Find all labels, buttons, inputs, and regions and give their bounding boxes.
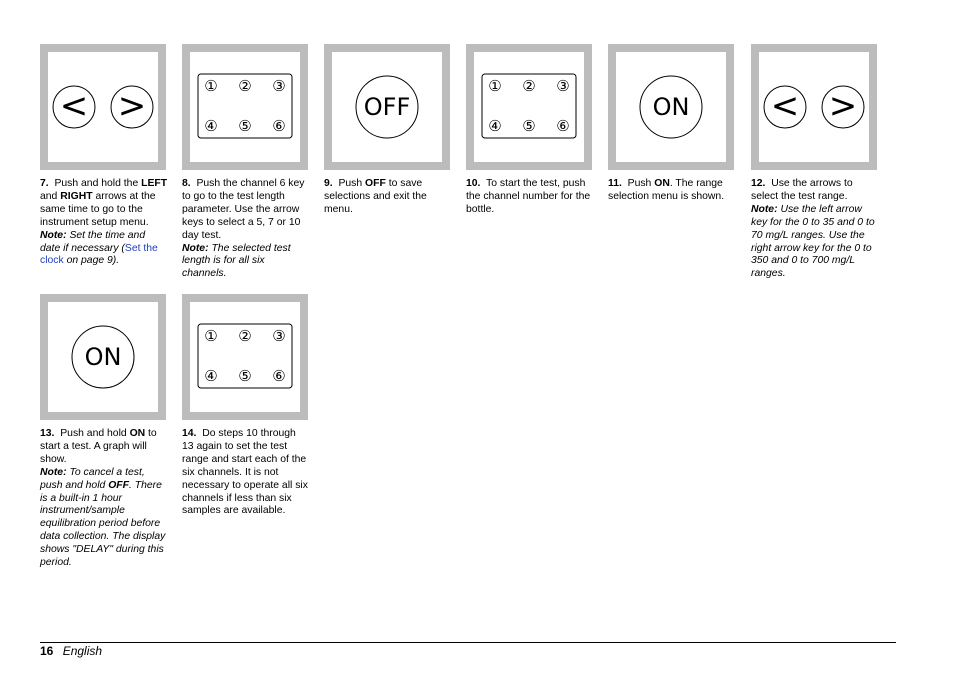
step-instruction: [324, 178, 452, 217]
step-text: [751, 178, 879, 281]
channel-key-1: ①: [204, 77, 218, 95]
instruction-text: ON: [129, 428, 146, 439]
step-text: [40, 428, 168, 570]
step-text: [466, 178, 594, 217]
step-number: 13.: [40, 428, 55, 439]
step-text: [324, 178, 452, 217]
step-instruction: [751, 178, 879, 204]
step-text: [608, 178, 736, 204]
channel-key-3: ③: [272, 327, 286, 345]
instruction-text: Push and hold: [60, 428, 130, 439]
note-label: Note:: [40, 229, 67, 241]
instruction-text: LEFT: [141, 178, 168, 189]
step-image-frame: [608, 44, 734, 170]
step-image-frame: [182, 294, 308, 420]
step-instruction: [182, 178, 310, 243]
instruction-text: arrows at the same time to go to the instrument setup menu.: [40, 190, 156, 228]
instruction-text: Use the arrows to select the test range.: [751, 178, 853, 202]
page-footer: [40, 644, 102, 658]
channel-key-2: ②: [238, 327, 252, 345]
arrow-keys-icon: [48, 52, 158, 162]
step-8: [182, 44, 310, 281]
instruction-text: Push: [627, 178, 655, 189]
step-9: [324, 44, 452, 217]
channel-key-2: ②: [238, 77, 252, 95]
channel-keypad-icon: [190, 52, 300, 162]
instruction-text: . The range selection menu is shown.: [608, 178, 725, 202]
note-label: Note:: [182, 242, 209, 254]
channel-key-5: ⑤: [238, 367, 252, 385]
step-number: 10.: [466, 178, 481, 189]
channel-key-3: ③: [272, 77, 286, 95]
note-label: OFF: [108, 479, 129, 491]
right-arrow-icon: >: [828, 86, 858, 126]
step-image-frame: [324, 44, 450, 170]
channel-keypad-icon: [190, 302, 300, 412]
note-text: . There is a built-in 1 hour instrument/sample equilibration period before data collection. The display shows "DELAY" during this period.: [40, 479, 166, 569]
note-text: Set the time and date if necessary (: [40, 229, 146, 254]
footer-language: English: [62, 644, 103, 658]
step-text: [182, 428, 310, 518]
instruction-text: Push and hold the: [54, 178, 142, 189]
channel-key-1: ①: [204, 327, 218, 345]
step-text: [182, 178, 310, 281]
channel-key-1: ①: [488, 77, 502, 95]
channel-key-5: ⑤: [522, 117, 536, 135]
cross-reference-link[interactable]: Set the clock: [40, 242, 158, 267]
note-label: Note:: [751, 203, 778, 215]
step-number: 11.: [608, 178, 622, 189]
step-note: [751, 204, 879, 281]
channel-key-4: ④: [204, 117, 218, 135]
channel-key-4: ④: [204, 367, 218, 385]
channel-key-5: ⑤: [238, 117, 252, 135]
step-12: [751, 44, 879, 281]
step-note: [40, 467, 168, 570]
on-key-icon: [48, 302, 158, 412]
on-key-icon: [616, 52, 726, 162]
instruction-text: ON: [654, 178, 670, 189]
arrow-keys-icon: [759, 52, 869, 162]
channel-key-3: ③: [556, 77, 570, 95]
off-key-icon: [332, 52, 442, 162]
instruction-text: RIGHT: [60, 190, 93, 202]
step-instruction: [182, 428, 310, 518]
step-10: [466, 44, 594, 217]
page-number: 16: [40, 644, 54, 658]
step-image-frame: [182, 44, 308, 170]
instruction-text: Do steps 10 through 13 again to set the test range and start each of the six channels. It is not necessary to operate all six channels if less than six samples are available.: [182, 428, 308, 517]
step-image-frame: [40, 44, 166, 170]
step-instruction: [466, 178, 594, 217]
step-11: [608, 44, 736, 204]
right-arrow-icon: >: [117, 86, 147, 126]
instruction-text: Push the channel 6 key to go to the test length parameter. Use the arrow keys to select a 5, 7 or 10 day test.: [182, 178, 305, 241]
step-number: 7.: [40, 178, 49, 189]
instruction-text: To start the test, push the channel number for the bottle.: [466, 178, 591, 215]
step-text: [40, 178, 168, 268]
step-14: [182, 294, 310, 518]
step-note: [182, 243, 310, 282]
channel-key-6: ⑥: [272, 117, 286, 135]
left-arrow-icon: <: [770, 86, 800, 126]
instruction-text: to start a test. A graph will show.: [40, 428, 157, 465]
channel-key-6: ⑥: [556, 117, 570, 135]
note-text: The selected test length is for all six channels.: [182, 242, 291, 280]
step-note: [40, 230, 168, 269]
step-13: [40, 294, 168, 570]
channel-key-2: ②: [522, 77, 536, 95]
left-arrow-icon: <: [59, 86, 89, 126]
step-number: 8.: [182, 178, 191, 189]
note-text: Use the left arrow key for the 0 to 35 and 0 to 70 mg/L ranges. Use the right arrow key for the 0 to 350 and 0 to 700 mg/L ranges.: [751, 203, 875, 280]
step-number: 9.: [324, 178, 333, 189]
step-image-frame: [751, 44, 877, 170]
channel-keypad-icon: [474, 52, 584, 162]
step-instruction: [608, 178, 736, 204]
off-key-label: OFF: [363, 93, 411, 121]
step-instruction: [40, 428, 168, 467]
on-key-label: ON: [652, 93, 690, 121]
instruction-text: OFF: [365, 178, 386, 189]
note-label: Note:: [40, 466, 67, 478]
note-text: To cancel a test, push and hold: [40, 466, 145, 491]
channel-key-4: ④: [488, 117, 502, 135]
step-instruction: [40, 178, 168, 230]
step-number: 14.: [182, 428, 197, 439]
instruction-text: and: [40, 190, 61, 202]
channel-key-6: ⑥: [272, 367, 286, 385]
instruction-text: Push: [338, 178, 366, 189]
on-key-label: ON: [84, 343, 122, 371]
footer-rule: [40, 642, 896, 643]
step-image-frame: [466, 44, 592, 170]
step-image-frame: [40, 294, 166, 420]
step-number: 12.: [751, 178, 766, 189]
step-7: [40, 44, 168, 268]
note-text: on page 9).: [63, 255, 120, 267]
instruction-text: to save selections and exit the menu.: [324, 178, 427, 215]
